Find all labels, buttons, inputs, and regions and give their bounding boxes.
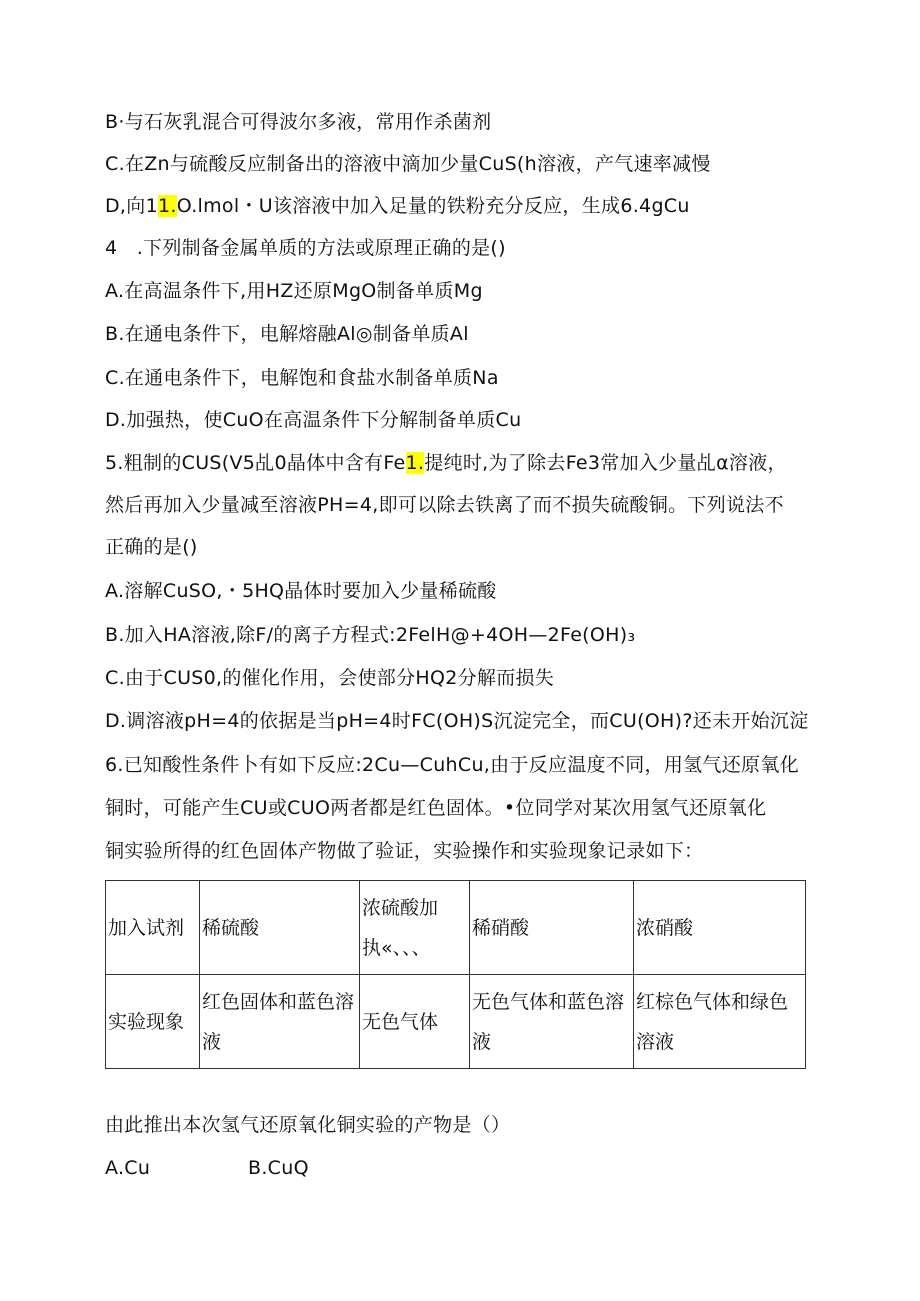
table-cell: 加入试剂 bbox=[106, 881, 200, 975]
q3-option-c: C.在Zn与硫酸反应制备出的溶液中滴加少量CuS(h溶液，产气速率减慢 bbox=[105, 153, 711, 175]
table-header-row bbox=[106, 881, 806, 975]
q4-option-c: C.在通电条件下，电解饱和食盐水制备单质Na bbox=[105, 367, 499, 389]
table-cell: 稀硝酸 bbox=[470, 881, 634, 975]
q3d-text-pre: D,向1 bbox=[105, 195, 158, 217]
q4-option-a: A.在高温条件下,用HZ还原MgO制备单质Mg bbox=[105, 280, 483, 302]
experiment-table bbox=[105, 880, 806, 1069]
q5-text-post: 提纯时,为了除去Fe3常加入少量乩α溶液， bbox=[424, 452, 787, 474]
q5-text-pre: 5.粗制的CUS(V5乩0晶体中含有Fe bbox=[105, 452, 406, 474]
question-5-line-2: 然后再加入少量减至溶液PH=4,即可以除去铁离了而不损失硫酸铜。下列说法不 bbox=[105, 494, 784, 516]
highlight-mark: 1. bbox=[405, 452, 425, 474]
answer-option-a: A.Cu bbox=[105, 1157, 151, 1179]
q4-option-b: B.在通电条件下，电解熔融Al◎制备单质Al bbox=[105, 323, 469, 345]
table-cell: 浓硝酸 bbox=[634, 881, 806, 975]
follow-up-question: 由此推出本次氢气还原氧化铜实验的产物是（） bbox=[105, 1114, 511, 1136]
q5-option-c: C.由于CUS0,的催化作用，会使部分HQ2分解而损失 bbox=[105, 667, 555, 689]
answer-option-b: B.CuQ bbox=[248, 1157, 309, 1179]
q4-option-d: D.加强热，使CuO在高温条件下分解制备单质Cu bbox=[105, 409, 522, 431]
table-cell: 红棕色气体和绿色溶液 bbox=[634, 975, 806, 1069]
q5-option-d: D.调溶液pH=4的依据是当pH=4时FC(OH)S沉淀完全，而CU(OH)?还未开始沉淀 bbox=[105, 710, 809, 732]
table-row bbox=[106, 975, 806, 1069]
table-cell: 无色气体和蓝色溶液 bbox=[470, 975, 634, 1069]
highlight-mark: 1. bbox=[157, 195, 177, 217]
q3d-text-post: O.lmol・U该溶液中加入足量的铁粉充分反应，生成6.4gCu bbox=[176, 195, 690, 217]
q3-option-b: B·与石灰乳混合可得波尔多液，常用作杀菌剂 bbox=[105, 111, 492, 133]
table-cell: 实验现象 bbox=[106, 975, 200, 1069]
question-6-line-2: 铜时，可能产生CU或CUO两者都是红色固体。•位同学对某次用氢气还原氧化 bbox=[105, 797, 767, 819]
question-6-line-1: 6.已知酸性条件卜有如下反应:2Cu—CuhCu,由于反应温度不同，用氢气还原氧化 bbox=[105, 754, 799, 776]
q5-option-a: A.溶解CuSO,・5HQ晶体时要加入少量稀硫酸 bbox=[105, 580, 497, 602]
q3-option-d bbox=[105, 194, 690, 218]
table-cell: 稀硫酸 bbox=[200, 881, 360, 975]
table-cell: 红色固体和蓝色溶液 bbox=[200, 975, 360, 1069]
question-5-line-3: 正确的是() bbox=[105, 536, 198, 558]
q5-option-b: B.加入HA溶液,除F/的离子方程式:2FelH@+4OH—2Fe(OH)₃ bbox=[105, 624, 636, 646]
table-cell: 无色气体 bbox=[360, 975, 470, 1069]
table-cell: 浓硫酸加执«、、、 bbox=[360, 881, 470, 975]
question-6-line-3: 铜实验所得的红色固体产物做了验证，实验操作和实验现象记录如下： bbox=[105, 840, 704, 862]
question-4: 4 .下列制备金属单质的方法或原理正确的是() bbox=[105, 237, 506, 259]
question-5-line-1 bbox=[105, 451, 787, 475]
